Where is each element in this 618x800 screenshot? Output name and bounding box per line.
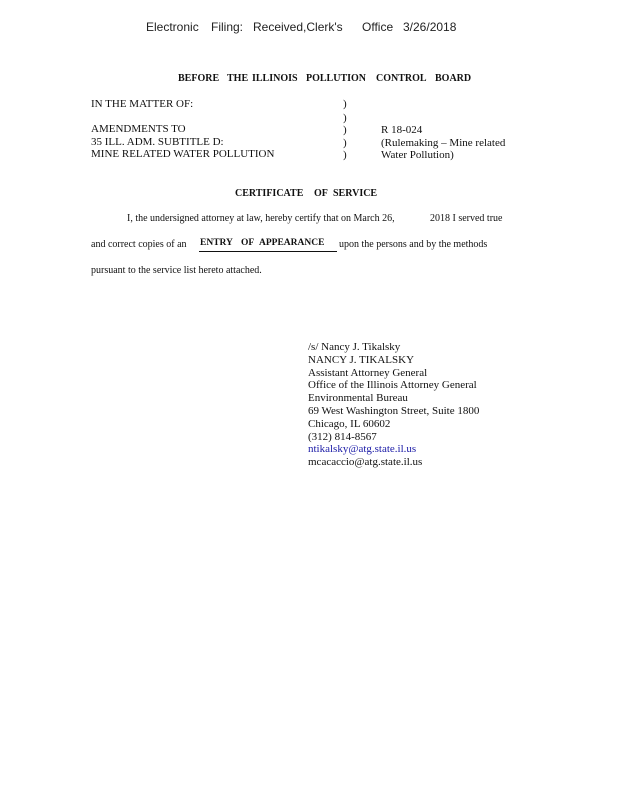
signature-name: NANCY J. TIKALSKY — [308, 353, 415, 366]
caption-paren: ) — [343, 137, 347, 149]
signature-office: Office of the Illinois Attorney General — [308, 379, 477, 392]
caption-paren: ) — [343, 124, 347, 136]
heading-word: THE — [227, 73, 249, 84]
signature-title: Assistant Attorney General — [308, 366, 428, 379]
heading-word: POLLUTION — [306, 73, 367, 84]
stamp-word: Electronic — [146, 20, 199, 34]
signature-bureau: Environmental Bureau — [308, 392, 408, 405]
document-title-blank — [199, 238, 337, 252]
heading-word: ILLINOIS — [252, 73, 298, 84]
case-description: Water Pollution) — [381, 149, 454, 161]
signature-block — [308, 341, 479, 469]
caption-line: IN THE MATTER OF: — [91, 98, 194, 110]
case-description: (Rulemaking – Mine related — [381, 136, 506, 149]
document-title-word: OF — [241, 238, 255, 248]
heading-word: CONTROL — [376, 73, 427, 84]
certificate-title — [0, 188, 618, 202]
caption-paren: ) — [343, 98, 347, 110]
title-word: SERVICE — [333, 188, 378, 199]
caption-line: 35 ILL. ADM. SUBTITLE D: — [91, 135, 224, 148]
body-line-1b: 2018 I served true — [430, 213, 503, 224]
caption-line — [91, 111, 274, 124]
stamp-word: Received,Clerk's — [253, 20, 343, 34]
caption-line: MINE RELATED WATER POLLUTION — [91, 148, 275, 160]
caption-left — [91, 98, 274, 161]
signature-phone: (312) 814-8567 — [308, 430, 377, 443]
email-link[interactable]: ntikalsky@atg.state.il.us — [308, 443, 417, 456]
signature-address: 69 West Washington Street, Suite 1800 — [308, 404, 480, 417]
body-line-2a: and correct copies of an — [91, 239, 187, 250]
signature-city: Chicago, IL 60602 — [308, 417, 391, 430]
body-line-1a: I, the undersigned attorney at law, hereby certify that on March 26, — [127, 213, 395, 224]
email-secondary: mcacaccio@atg.state.il.us — [308, 456, 423, 469]
stamp-word: 3/26/2018 — [403, 20, 457, 34]
document-title-word: ENTRY — [200, 238, 233, 248]
filing-stamp — [0, 20, 618, 38]
caption-line: AMENDMENTS TO — [91, 123, 186, 135]
document-title-word: APPEARANCE — [259, 238, 325, 248]
title-word: OF — [314, 188, 328, 199]
caption-paren: ) — [343, 112, 347, 124]
heading-word: BEFORE — [178, 73, 220, 84]
heading-word: BOARD — [435, 73, 472, 84]
case-number: R 18-024 — [381, 124, 423, 136]
board-heading — [0, 73, 618, 87]
title-word: CERTIFICATE — [235, 188, 304, 199]
signature-line: /s/ Nancy J. Tikalsky — [308, 341, 401, 353]
stamp-word: Filing: — [211, 20, 244, 34]
body-line-3: pursuant to the service list hereto attached. — [91, 265, 262, 276]
stamp-word: Office — [362, 20, 394, 34]
caption-paren: ) — [343, 149, 347, 161]
caption-right — [381, 124, 505, 162]
body-line-2b: upon the persons and by the methods — [339, 239, 488, 250]
